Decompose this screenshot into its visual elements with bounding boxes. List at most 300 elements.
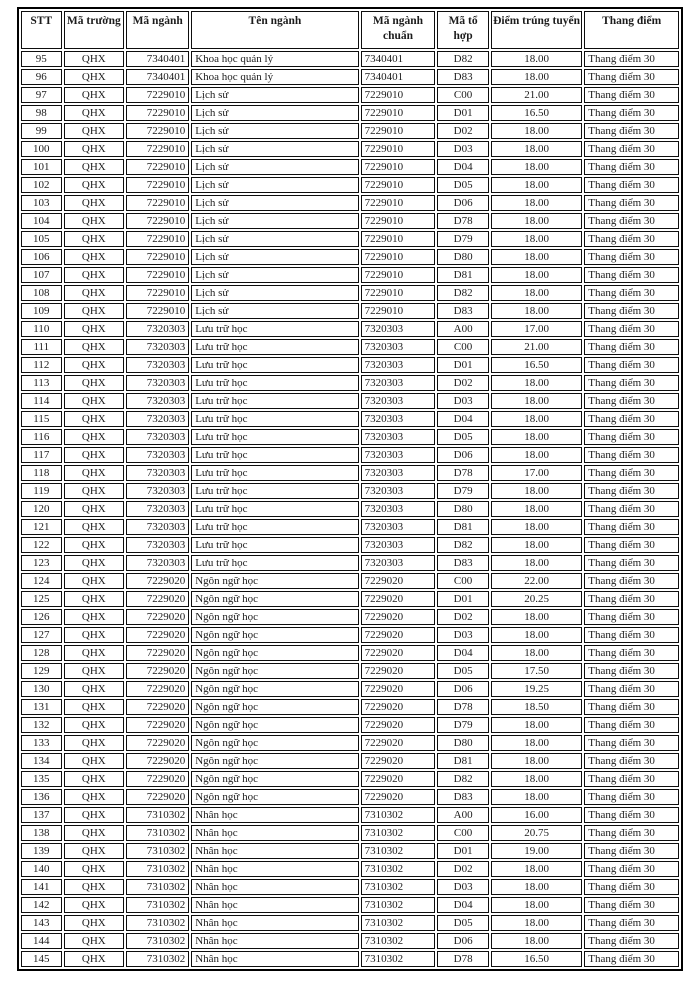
cell-ma-nganh: 7320303 <box>126 537 189 553</box>
cell-stt: 96 <box>21 69 62 85</box>
cell-thang-diem: Thang điểm 30 <box>584 717 679 733</box>
cell-ma-to-hop: D01 <box>437 591 489 607</box>
cell-thang-diem: Thang điểm 30 <box>584 393 679 409</box>
cell-ma-nganh-chuan: 7229010 <box>361 177 436 193</box>
cell-ma-to-hop: D03 <box>437 141 489 157</box>
cell-diem-trung-tuyen: 17.50 <box>491 663 582 679</box>
cell-ten-nganh: Lưu trữ học <box>191 339 358 355</box>
cell-ten-nganh: Lịch sử <box>191 267 358 283</box>
cell-diem-trung-tuyen: 18.50 <box>491 699 582 715</box>
cell-thang-diem: Thang điểm 30 <box>584 123 679 139</box>
cell-diem-trung-tuyen: 18.00 <box>491 879 582 895</box>
cell-thang-diem: Thang điểm 30 <box>584 465 679 481</box>
cell-ten-nganh: Lịch sử <box>191 87 358 103</box>
cell-ten-nganh: Lưu trữ học <box>191 537 358 553</box>
cell-ma-nganh-chuan: 7310302 <box>361 843 436 859</box>
cell-ma-nganh: 7229020 <box>126 591 189 607</box>
table-row <box>21 591 679 607</box>
cell-ma-nganh: 7229020 <box>126 627 189 643</box>
cell-stt: 131 <box>21 699 62 715</box>
cell-ten-nganh: Ngôn ngữ học <box>191 753 358 769</box>
cell-ma-nganh: 7229010 <box>126 105 189 121</box>
cell-ten-nganh: Lịch sử <box>191 303 358 319</box>
cell-thang-diem: Thang điểm 30 <box>584 537 679 553</box>
cell-ma-truong: QHX <box>64 285 125 301</box>
cell-ma-truong: QHX <box>64 447 125 463</box>
cell-diem-trung-tuyen: 18.00 <box>491 501 582 517</box>
cell-diem-trung-tuyen: 18.00 <box>491 267 582 283</box>
cell-diem-trung-tuyen: 22.00 <box>491 573 582 589</box>
cell-ma-truong: QHX <box>64 717 125 733</box>
cell-thang-diem: Thang điểm 30 <box>584 69 679 85</box>
cell-ten-nganh: Nhân học <box>191 915 358 931</box>
cell-ten-nganh: Ngôn ngữ học <box>191 771 358 787</box>
cell-diem-trung-tuyen: 16.50 <box>491 951 582 967</box>
cell-ma-nganh: 7229010 <box>126 159 189 175</box>
cell-ma-nganh: 7229010 <box>126 177 189 193</box>
table-row <box>21 915 679 931</box>
cell-thang-diem: Thang điểm 30 <box>584 843 679 859</box>
table-row <box>21 789 679 805</box>
cell-stt: 130 <box>21 681 62 697</box>
table-row <box>21 213 679 229</box>
cell-ma-nganh: 7229010 <box>126 231 189 247</box>
cell-ma-to-hop: D03 <box>437 627 489 643</box>
cell-thang-diem: Thang điểm 30 <box>584 951 679 967</box>
cell-ten-nganh: Ngôn ngữ học <box>191 663 358 679</box>
table-row <box>21 429 679 445</box>
cell-stt: 142 <box>21 897 62 913</box>
cell-ma-nganh-chuan: 7229020 <box>361 627 436 643</box>
cell-ma-nganh: 7320303 <box>126 465 189 481</box>
table-row <box>21 321 679 337</box>
cell-ten-nganh: Nhân học <box>191 897 358 913</box>
cell-ma-to-hop: A00 <box>437 321 489 337</box>
cell-diem-trung-tuyen: 18.00 <box>491 249 582 265</box>
cell-stt: 143 <box>21 915 62 931</box>
cell-stt: 99 <box>21 123 62 139</box>
cell-ma-nganh: 7320303 <box>126 555 189 571</box>
cell-ma-truong: QHX <box>64 177 125 193</box>
cell-thang-diem: Thang điểm 30 <box>584 447 679 463</box>
cell-ma-to-hop: D06 <box>437 681 489 697</box>
cell-ma-to-hop: D04 <box>437 411 489 427</box>
cell-thang-diem: Thang điểm 30 <box>584 411 679 427</box>
table-row <box>21 699 679 715</box>
cell-diem-trung-tuyen: 18.00 <box>491 609 582 625</box>
cell-stt: 124 <box>21 573 62 589</box>
cell-ma-nganh: 7229020 <box>126 681 189 697</box>
cell-thang-diem: Thang điểm 30 <box>584 483 679 499</box>
cell-thang-diem: Thang điểm 30 <box>584 105 679 121</box>
cell-thang-diem: Thang điểm 30 <box>584 555 679 571</box>
cell-stt: 111 <box>21 339 62 355</box>
table-row <box>21 375 679 391</box>
table-row <box>21 807 679 823</box>
table-row <box>21 393 679 409</box>
cell-ten-nganh: Lịch sử <box>191 105 358 121</box>
cell-diem-trung-tuyen: 18.00 <box>491 69 582 85</box>
cell-ma-truong: QHX <box>64 357 125 373</box>
cell-ten-nganh: Lưu trữ học <box>191 393 358 409</box>
table-row <box>21 249 679 265</box>
cell-ma-to-hop: D02 <box>437 861 489 877</box>
cell-ma-nganh-chuan: 7229020 <box>361 681 436 697</box>
cell-ten-nganh: Ngôn ngữ học <box>191 699 358 715</box>
cell-ma-to-hop: D05 <box>437 663 489 679</box>
cell-ma-nganh: 7310302 <box>126 861 189 877</box>
cell-ma-nganh-chuan: 7320303 <box>361 537 436 553</box>
cell-stt: 105 <box>21 231 62 247</box>
table-body <box>21 51 679 967</box>
cell-ma-nganh: 7320303 <box>126 393 189 409</box>
cell-ten-nganh: Lưu trữ học <box>191 555 358 571</box>
cell-ma-to-hop: C00 <box>437 573 489 589</box>
cell-ma-nganh-chuan: 7229020 <box>361 591 436 607</box>
cell-thang-diem: Thang điểm 30 <box>584 771 679 787</box>
cell-thang-diem: Thang điểm 30 <box>584 141 679 157</box>
cell-ma-nganh-chuan: 7229010 <box>361 141 436 157</box>
cell-stt: 123 <box>21 555 62 571</box>
table-row <box>21 483 679 499</box>
table-row <box>21 267 679 283</box>
cell-stt: 115 <box>21 411 62 427</box>
cell-ma-nganh: 7320303 <box>126 501 189 517</box>
cell-ma-nganh: 7229010 <box>126 141 189 157</box>
cell-ma-truong: QHX <box>64 807 125 823</box>
cell-ma-to-hop: D01 <box>437 105 489 121</box>
cell-ma-truong: QHX <box>64 933 125 949</box>
table-row <box>21 663 679 679</box>
cell-stt: 145 <box>21 951 62 967</box>
cell-ma-nganh-chuan: 7310302 <box>361 897 436 913</box>
cell-ten-nganh: Lưu trữ học <box>191 447 358 463</box>
cell-ma-nganh-chuan: 7310302 <box>361 807 436 823</box>
cell-stt: 134 <box>21 753 62 769</box>
cell-thang-diem: Thang điểm 30 <box>584 825 679 841</box>
cell-ma-nganh-chuan: 7229020 <box>361 735 436 751</box>
cell-ma-nganh-chuan: 7310302 <box>361 933 436 949</box>
cell-ten-nganh: Lưu trữ học <box>191 483 358 499</box>
table-row <box>21 87 679 103</box>
cell-stt: 114 <box>21 393 62 409</box>
cell-ma-truong: QHX <box>64 465 125 481</box>
cell-ten-nganh: Lưu trữ học <box>191 357 358 373</box>
cell-stt: 125 <box>21 591 62 607</box>
cell-ma-nganh: 7229010 <box>126 213 189 229</box>
cell-ma-nganh-chuan: 7320303 <box>361 357 436 373</box>
cell-diem-trung-tuyen: 18.00 <box>491 177 582 193</box>
cell-stt: 122 <box>21 537 62 553</box>
cell-thang-diem: Thang điểm 30 <box>584 789 679 805</box>
cell-ten-nganh: Ngôn ngữ học <box>191 609 358 625</box>
cell-stt: 118 <box>21 465 62 481</box>
cell-ten-nganh: Lịch sử <box>191 123 358 139</box>
cell-stt: 101 <box>21 159 62 175</box>
cell-ma-nganh-chuan: 7229020 <box>361 609 436 625</box>
cell-ten-nganh: Nhân học <box>191 933 358 949</box>
cell-thang-diem: Thang điểm 30 <box>584 177 679 193</box>
table-row <box>21 285 679 301</box>
cell-diem-trung-tuyen: 18.00 <box>491 897 582 913</box>
cell-diem-trung-tuyen: 18.00 <box>491 141 582 157</box>
cell-ma-to-hop: D82 <box>437 51 489 67</box>
table-row <box>21 573 679 589</box>
cell-diem-trung-tuyen: 18.00 <box>491 123 582 139</box>
cell-ma-nganh: 7320303 <box>126 483 189 499</box>
cell-stt: 116 <box>21 429 62 445</box>
cell-ma-truong: QHX <box>64 555 125 571</box>
cell-stt: 121 <box>21 519 62 535</box>
table-row <box>21 303 679 319</box>
cell-ma-to-hop: D81 <box>437 519 489 535</box>
cell-ma-to-hop: C00 <box>437 339 489 355</box>
cell-ma-nganh: 7320303 <box>126 339 189 355</box>
cell-ma-truong: QHX <box>64 879 125 895</box>
cell-ma-nganh-chuan: 7320303 <box>361 555 436 571</box>
cell-ma-to-hop: D04 <box>437 897 489 913</box>
admission-scores-table <box>17 7 683 971</box>
cell-thang-diem: Thang điểm 30 <box>584 627 679 643</box>
col-header-ma-nganh-chuan: Mã ngành chuẩn <box>361 11 436 49</box>
cell-stt: 140 <box>21 861 62 877</box>
cell-ten-nganh: Ngôn ngữ học <box>191 789 358 805</box>
cell-ma-nganh-chuan: 7229010 <box>361 213 436 229</box>
cell-thang-diem: Thang điểm 30 <box>584 501 679 517</box>
cell-ma-nganh: 7229010 <box>126 303 189 319</box>
cell-ma-nganh: 7229020 <box>126 753 189 769</box>
cell-ma-nganh: 7229020 <box>126 645 189 661</box>
cell-ma-nganh-chuan: 7229010 <box>361 87 436 103</box>
cell-ma-to-hop: D82 <box>437 771 489 787</box>
cell-diem-trung-tuyen: 18.00 <box>491 51 582 67</box>
table-row <box>21 123 679 139</box>
cell-ma-nganh-chuan: 7310302 <box>361 825 436 841</box>
cell-ma-truong: QHX <box>64 123 125 139</box>
cell-stt: 104 <box>21 213 62 229</box>
cell-ma-truong: QHX <box>64 375 125 391</box>
cell-ma-to-hop: D78 <box>437 951 489 967</box>
cell-diem-trung-tuyen: 18.00 <box>491 771 582 787</box>
cell-ma-nganh-chuan: 7340401 <box>361 51 436 67</box>
cell-ma-to-hop: D82 <box>437 285 489 301</box>
table-row <box>21 411 679 427</box>
cell-ma-nganh: 7229010 <box>126 285 189 301</box>
cell-ma-truong: QHX <box>64 339 125 355</box>
cell-stt: 102 <box>21 177 62 193</box>
cell-ma-nganh-chuan: 7320303 <box>361 375 436 391</box>
table-row <box>21 447 679 463</box>
cell-ma-nganh-chuan: 7310302 <box>361 951 436 967</box>
cell-diem-trung-tuyen: 18.00 <box>491 645 582 661</box>
col-header-thang-diem: Thang điểm <box>584 11 679 49</box>
cell-thang-diem: Thang điểm 30 <box>584 663 679 679</box>
cell-thang-diem: Thang điểm 30 <box>584 735 679 751</box>
cell-thang-diem: Thang điểm 30 <box>584 897 679 913</box>
cell-ma-to-hop: D02 <box>437 375 489 391</box>
cell-stt: 127 <box>21 627 62 643</box>
cell-diem-trung-tuyen: 20.75 <box>491 825 582 841</box>
table-row <box>21 627 679 643</box>
cell-diem-trung-tuyen: 18.00 <box>491 483 582 499</box>
table-row <box>21 105 679 121</box>
cell-ten-nganh: Lịch sử <box>191 231 358 247</box>
cell-ma-nganh-chuan: 7320303 <box>361 429 436 445</box>
table-row <box>21 771 679 787</box>
cell-ma-nganh-chuan: 7320303 <box>361 339 436 355</box>
table-row <box>21 645 679 661</box>
cell-ma-nganh-chuan: 7229020 <box>361 573 436 589</box>
cell-ma-to-hop: D05 <box>437 915 489 931</box>
cell-ma-nganh: 7310302 <box>126 843 189 859</box>
cell-ma-nganh-chuan: 7229020 <box>361 663 436 679</box>
cell-ten-nganh: Khoa học quản lý <box>191 51 358 67</box>
cell-ten-nganh: Nhân học <box>191 879 358 895</box>
cell-thang-diem: Thang điểm 30 <box>584 591 679 607</box>
table-row <box>21 177 679 193</box>
cell-ma-nganh: 7229010 <box>126 249 189 265</box>
cell-ma-truong: QHX <box>64 411 125 427</box>
cell-ma-truong: QHX <box>64 753 125 769</box>
cell-ten-nganh: Ngôn ngữ học <box>191 735 358 751</box>
cell-thang-diem: Thang điểm 30 <box>584 285 679 301</box>
cell-ma-nganh-chuan: 7229010 <box>361 267 436 283</box>
cell-diem-trung-tuyen: 19.00 <box>491 843 582 859</box>
cell-ten-nganh: Lịch sử <box>191 159 358 175</box>
cell-ma-nganh-chuan: 7229010 <box>361 285 436 301</box>
cell-ten-nganh: Lưu trữ học <box>191 375 358 391</box>
cell-ma-to-hop: D06 <box>437 195 489 211</box>
cell-ma-truong: QHX <box>64 573 125 589</box>
table-row <box>21 537 679 553</box>
cell-ma-nganh: 7310302 <box>126 825 189 841</box>
cell-ma-nganh: 7229020 <box>126 699 189 715</box>
cell-ma-nganh: 7229020 <box>126 609 189 625</box>
table-row <box>21 897 679 913</box>
table-row <box>21 879 679 895</box>
cell-thang-diem: Thang điểm 30 <box>584 231 679 247</box>
cell-ma-truong: QHX <box>64 267 125 283</box>
cell-ma-to-hop: D05 <box>437 177 489 193</box>
cell-stt: 128 <box>21 645 62 661</box>
table-row <box>21 843 679 859</box>
cell-thang-diem: Thang điểm 30 <box>584 573 679 589</box>
cell-ma-nganh-chuan: 7229020 <box>361 717 436 733</box>
table-row <box>21 555 679 571</box>
cell-ma-nganh: 7229020 <box>126 771 189 787</box>
cell-diem-trung-tuyen: 18.00 <box>491 861 582 877</box>
cell-ma-nganh-chuan: 7229010 <box>361 159 436 175</box>
cell-ma-truong: QHX <box>64 87 125 103</box>
cell-thang-diem: Thang điểm 30 <box>584 609 679 625</box>
table-row <box>21 195 679 211</box>
cell-diem-trung-tuyen: 18.00 <box>491 231 582 247</box>
cell-ma-truong: QHX <box>64 897 125 913</box>
cell-ma-truong: QHX <box>64 429 125 445</box>
cell-ma-nganh-chuan: 7229010 <box>361 231 436 247</box>
cell-stt: 117 <box>21 447 62 463</box>
cell-ma-nganh-chuan: 7229020 <box>361 699 436 715</box>
table-header-row <box>21 11 679 49</box>
cell-ma-to-hop: D80 <box>437 249 489 265</box>
cell-diem-trung-tuyen: 16.50 <box>491 357 582 373</box>
cell-thang-diem: Thang điểm 30 <box>584 645 679 661</box>
cell-thang-diem: Thang điểm 30 <box>584 681 679 697</box>
col-header-stt: STT <box>21 11 62 49</box>
cell-ten-nganh: Lịch sử <box>191 141 358 157</box>
cell-ma-nganh-chuan: 7229010 <box>361 195 436 211</box>
cell-ma-truong: QHX <box>64 699 125 715</box>
cell-ma-nganh: 7310302 <box>126 807 189 823</box>
cell-ma-nganh-chuan: 7229010 <box>361 123 436 139</box>
cell-ma-nganh-chuan: 7320303 <box>361 393 436 409</box>
cell-ma-truong: QHX <box>64 951 125 967</box>
cell-ma-nganh: 7320303 <box>126 375 189 391</box>
cell-ma-to-hop: D78 <box>437 213 489 229</box>
cell-ma-nganh-chuan: 7310302 <box>361 861 436 877</box>
cell-ten-nganh: Lưu trữ học <box>191 411 358 427</box>
cell-ma-truong: QHX <box>64 105 125 121</box>
cell-diem-trung-tuyen: 18.00 <box>491 213 582 229</box>
cell-stt: 107 <box>21 267 62 283</box>
cell-ma-nganh: 7320303 <box>126 321 189 337</box>
cell-ma-truong: QHX <box>64 825 125 841</box>
cell-ma-to-hop: D04 <box>437 645 489 661</box>
cell-ma-to-hop: D83 <box>437 789 489 805</box>
cell-stt: 136 <box>21 789 62 805</box>
cell-ten-nganh: Nhân học <box>191 825 358 841</box>
cell-stt: 144 <box>21 933 62 949</box>
cell-ten-nganh: Lịch sử <box>191 213 358 229</box>
cell-diem-trung-tuyen: 18.00 <box>491 159 582 175</box>
cell-ma-truong: QHX <box>64 627 125 643</box>
cell-stt: 108 <box>21 285 62 301</box>
cell-ma-nganh: 7229020 <box>126 735 189 751</box>
cell-ma-truong: QHX <box>64 483 125 499</box>
cell-ten-nganh: Ngôn ngữ học <box>191 645 358 661</box>
cell-ten-nganh: Ngôn ngữ học <box>191 591 358 607</box>
cell-ma-nganh-chuan: 7320303 <box>361 411 436 427</box>
cell-ma-nganh: 7229020 <box>126 789 189 805</box>
cell-ma-nganh-chuan: 7229010 <box>361 303 436 319</box>
cell-thang-diem: Thang điểm 30 <box>584 267 679 283</box>
col-header-ten-nganh: Tên ngành <box>191 11 358 49</box>
cell-ma-to-hop: D79 <box>437 231 489 247</box>
cell-ma-to-hop: D79 <box>437 483 489 499</box>
cell-thang-diem: Thang điểm 30 <box>584 303 679 319</box>
cell-ma-truong: QHX <box>64 915 125 931</box>
cell-diem-trung-tuyen: 18.00 <box>491 393 582 409</box>
cell-ma-truong: QHX <box>64 609 125 625</box>
cell-stt: 103 <box>21 195 62 211</box>
cell-ten-nganh: Lịch sử <box>191 177 358 193</box>
cell-stt: 141 <box>21 879 62 895</box>
cell-diem-trung-tuyen: 18.00 <box>491 627 582 643</box>
cell-thang-diem: Thang điểm 30 <box>584 249 679 265</box>
cell-ma-nganh-chuan: 7320303 <box>361 447 436 463</box>
cell-stt: 133 <box>21 735 62 751</box>
cell-ma-nganh: 7310302 <box>126 933 189 949</box>
cell-ma-truong: QHX <box>64 645 125 661</box>
cell-ma-truong: QHX <box>64 501 125 517</box>
cell-ma-truong: QHX <box>64 51 125 67</box>
cell-ma-truong: QHX <box>64 195 125 211</box>
cell-ma-truong: QHX <box>64 537 125 553</box>
cell-ten-nganh: Nhân học <box>191 807 358 823</box>
table-row <box>21 159 679 175</box>
cell-ten-nganh: Ngôn ngữ học <box>191 681 358 697</box>
cell-stt: 138 <box>21 825 62 841</box>
